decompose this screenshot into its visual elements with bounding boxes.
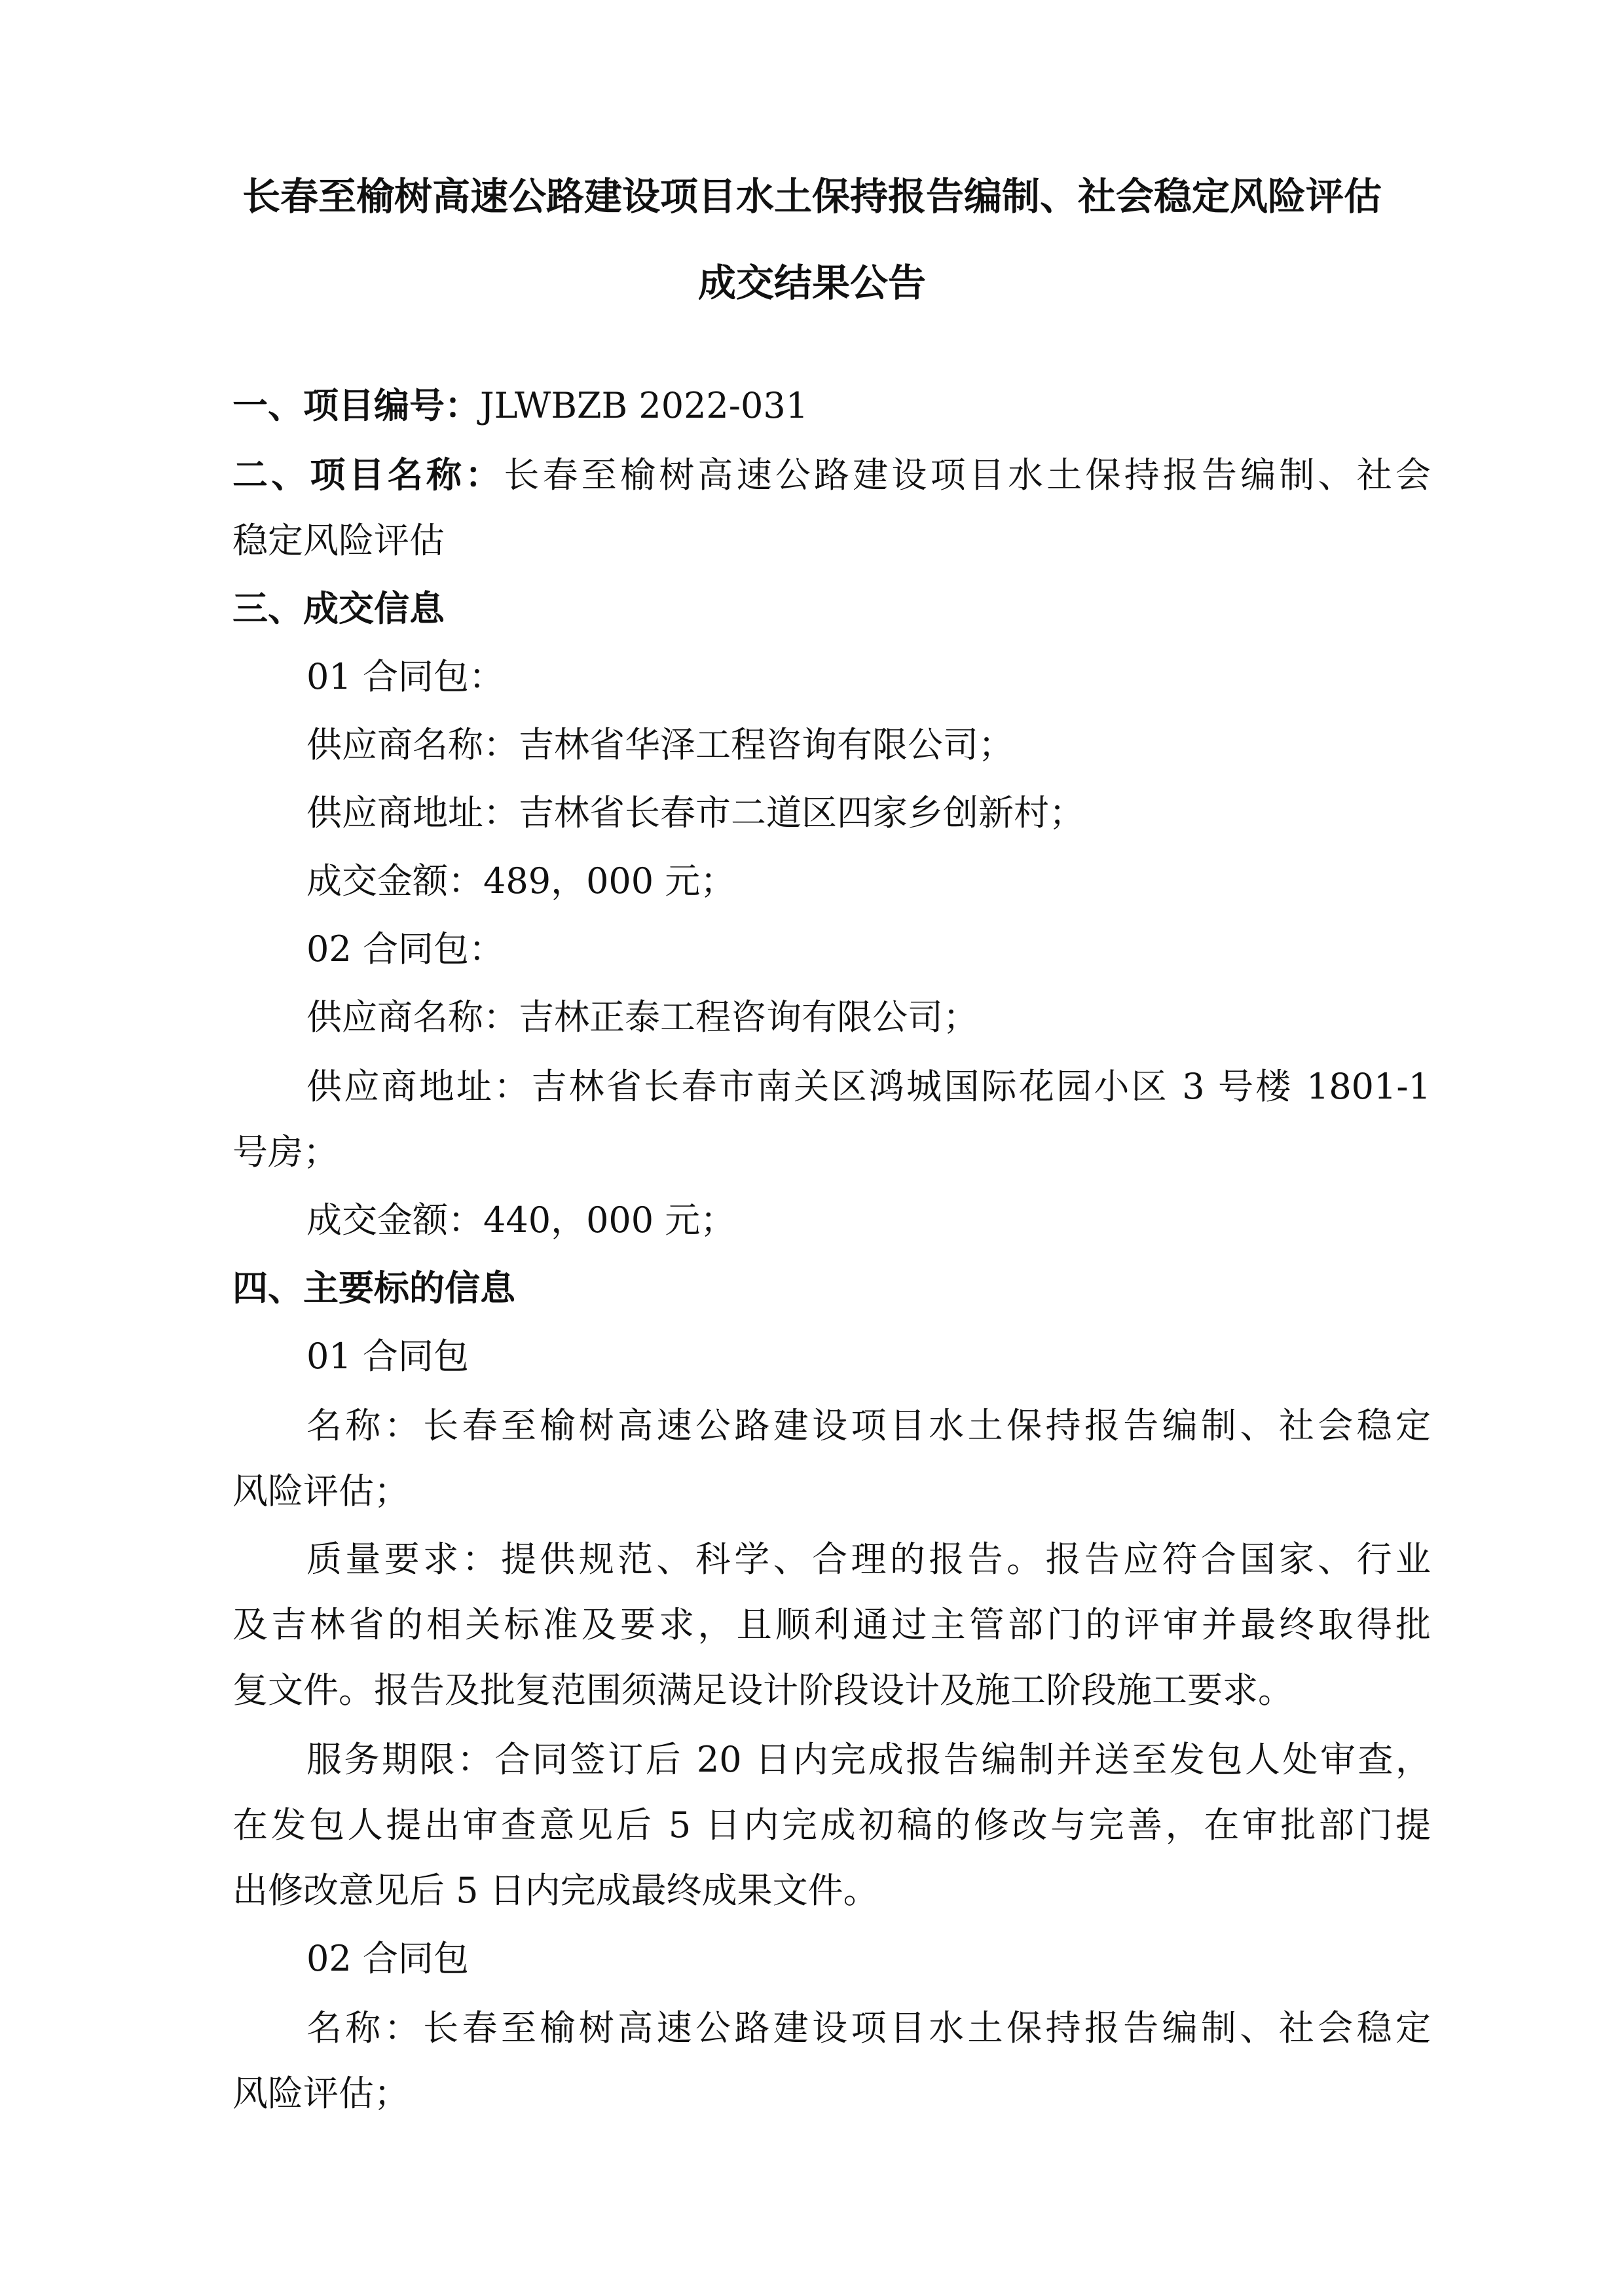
item-package-02-header: 02 合同包 [306, 1938, 469, 1979]
document-title-line-1: 长春至榆树高速公路建设项目水土保持报告编制、社会稳定风险评估 [242, 174, 1382, 219]
service-term-line-1: 服务期限：合同签订后 20 日内完成报告编制并送至发包人处审查， [306, 1739, 1431, 1780]
quality-requirement-line-2: 及吉林省的相关标准及要求，且顺利通过主管部门的评审并最终取得批 [232, 1604, 1431, 1645]
package-01-amount: 成交金额：489，000 元； [306, 860, 736, 902]
package-01-supplier-name: 供应商名称：吉林省华泽工程咨询有限公司； [306, 724, 1014, 765]
quality-requirement-line-3: 复文件。报告及批复范围须满足设计阶段设计及施工阶段施工要求。 [232, 1669, 1293, 1711]
item-package-02-name-line-2: 风险评估； [232, 2073, 409, 2114]
section-3-heading: 三、成交信息 [232, 588, 445, 629]
package-01-header: 01 合同包： [306, 656, 504, 697]
document-title-line-2: 成交结果公告 [697, 261, 926, 305]
project-number-line [232, 378, 1431, 433]
project-number: JLWBZB 2022-031 [480, 385, 809, 426]
section-4-heading: 四、主要标的信息 [232, 1267, 515, 1309]
project-name-part-2: 稳定风险评估 [232, 520, 445, 561]
package-02-supplier-name: 供应商名称：吉林正泰工程咨询有限公司； [306, 996, 978, 1038]
package-01-supplier-address: 供应商地址：吉林省长春市二道区四家乡创新村； [306, 792, 1084, 833]
service-term-line-3: 出修改意见后 5 日内完成最终成果文件。 [232, 1870, 879, 1911]
quality-requirement-line-1: 质量要求：提供规范、科学、合理的报告。报告应符合国家、行业 [306, 1539, 1431, 1580]
item-package-01-name-line-2: 风险评估； [232, 1470, 409, 1512]
service-term-line-2: 在发包人提出审查意见后 5 日内完成初稿的修改与完善，在审批部门提 [232, 1804, 1431, 1846]
package-02-supplier-address-line-2: 号房； [232, 1131, 339, 1173]
package-02-supplier-address-line-1: 供应商地址：吉林省长春市南关区鸿城国际花园小区 3 号楼 1801-1 [306, 1066, 1431, 1107]
project-name-part-1: 长春至榆树高速公路建设项目水土保持报告编制、社会 [504, 454, 1431, 496]
package-02-amount: 成交金额：440，000 元； [306, 1199, 736, 1241]
project-name-line-1 [232, 448, 1431, 503]
package-02-header: 02 合同包： [306, 928, 504, 970]
item-package-01-name-line-1: 名称：长春至榆树高速公路建设项目水土保持报告编制、社会稳定 [306, 1405, 1431, 1446]
item-package-01-header: 01 合同包 [306, 1336, 469, 1377]
section-2-heading: 二、项目名称： [232, 454, 504, 496]
section-1-heading: 一、项目编号： [232, 385, 480, 426]
item-package-02-name-line-1: 名称：长春至榆树高速公路建设项目水土保持报告编制、社会稳定 [306, 2007, 1431, 2049]
